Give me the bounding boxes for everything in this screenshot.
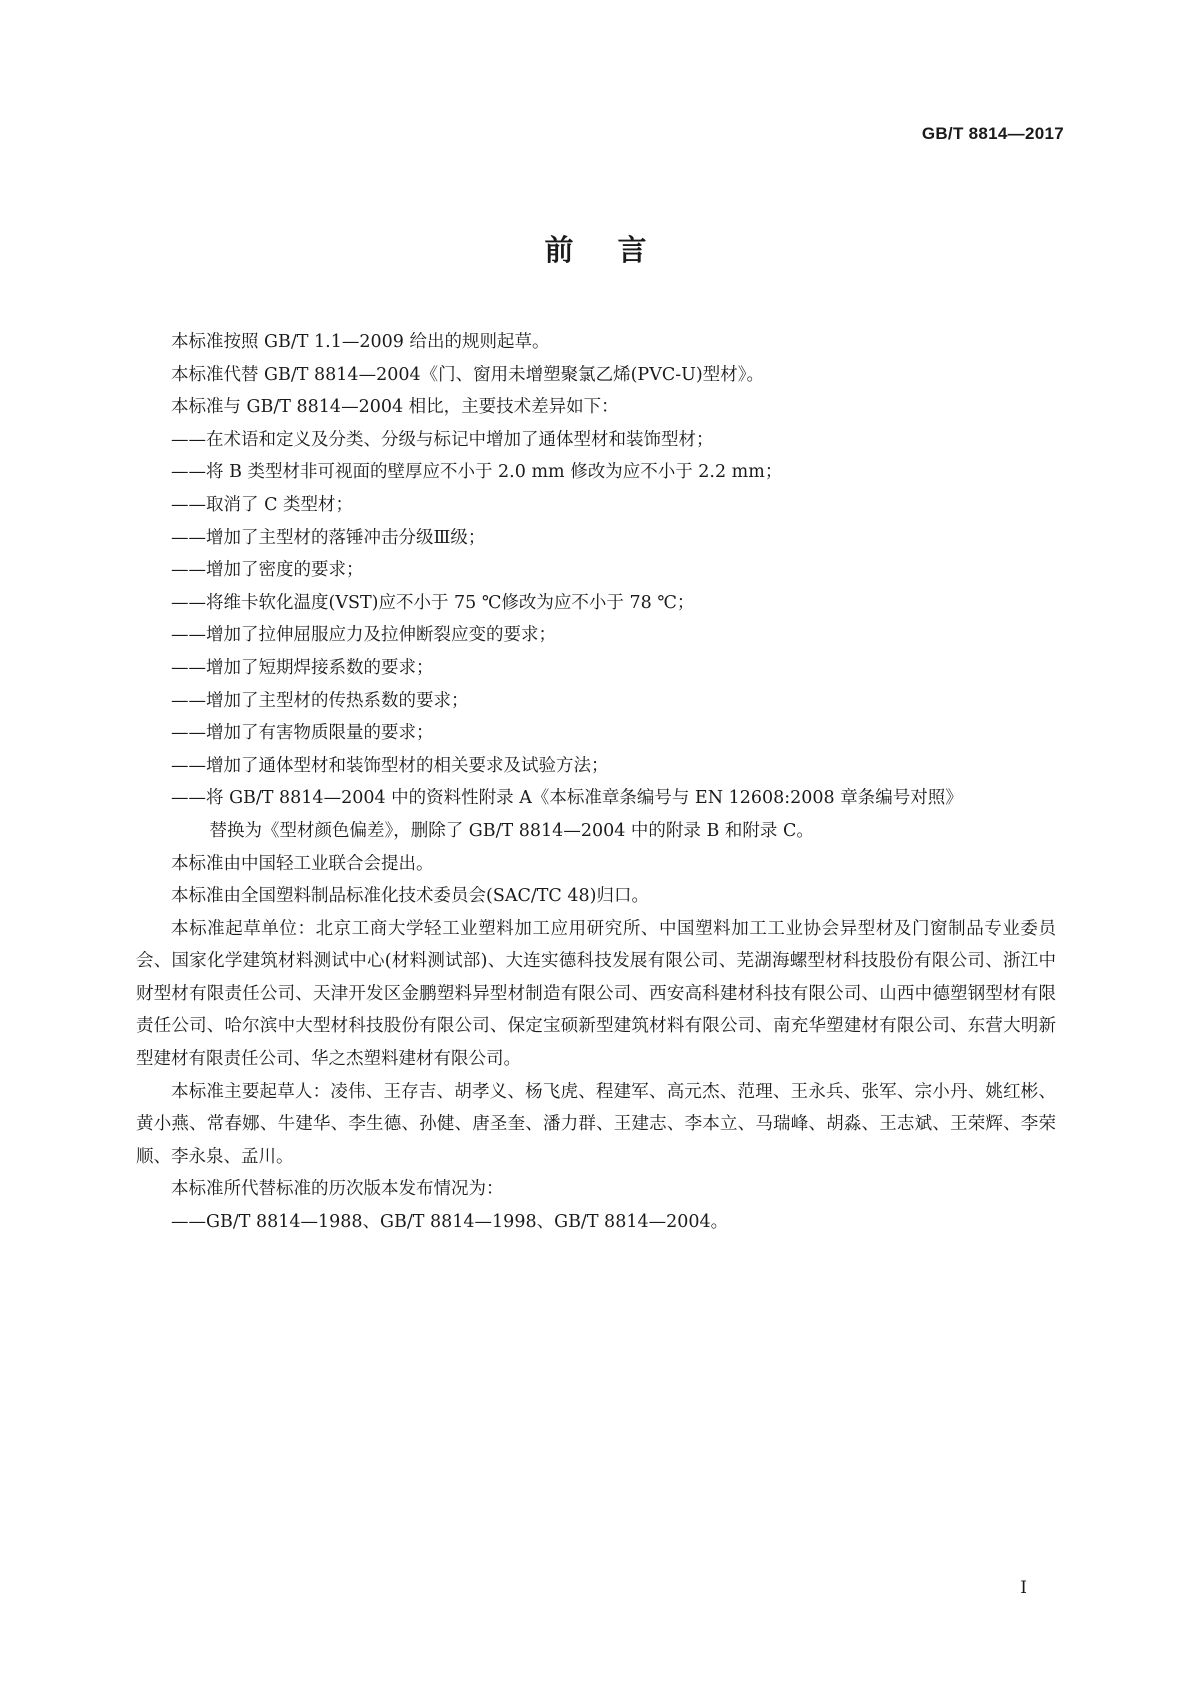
paragraph-drafting-rules: 本标准按照 GB/T 1.1—2009 给出的规则起草。 [171,332,550,352]
history-item: ——GB/T 8814—1988、GB/T 8814—1998、GB/T 8814—2004。 [171,1212,729,1233]
changes-list [136,424,1056,848]
list-item-line-2: 替换为《型材颜色偏差》，删除了 GB/T 8814—2004 中的附录 B 和附录 C。 [209,820,814,841]
list-item-line-1: ——将 GB/T 8814—2004 中的资料性附录 A《本标准章条编号与 EN 12608:2008 章条编号对照》 [171,788,963,809]
list-item: ——增加了有害物质限量的要求； [171,723,434,744]
list-item: ——取消了 C 类型材； [171,494,354,515]
paragraph-replaces: 本标准代替 GB/T 8814—2004《门、窗用未增塑聚氯乙烯(PVC-U)型材》。 [171,364,764,385]
page-number: I [1020,1578,1027,1598]
paragraph-drafters: 本标准主要起草人：凌伟、王存吉、胡孝义、杨飞虎、程建军、高元杰、范理、王永兵、张军、宗小丹、姚红彬、黄小燕、常春娜、牛建华、李生德、孙健、唐圣奎、潘力群、王建志、李本立、马瑞峰、胡淼、王志斌、王荣辉、李荣顺、李永泉、孟川。 [136,1081,1056,1167]
list-item: ——将 B 类型材非可视面的壁厚应不小于 2.0 mm 修改为应不小于 2.2 mm； [171,462,783,483]
standard-code: GB/T 8814—2017 [921,124,1064,143]
list-item: ——增加了密度的要求； [171,560,364,581]
paragraph-history-intro: 本标准所代替标准的历次版本发布情况为： [171,1179,504,1200]
list-item: ——增加了主型材的传热系数的要求； [171,690,469,711]
list-item: ——增加了通体型材和装饰型材的相关要求及试验方法； [171,755,609,776]
list-item-annex-replacement [136,782,1056,847]
list-item: ——增加了拉伸屈服应力及拉伸断裂应变的要求； [171,625,556,646]
paragraph-managed-by: 本标准由全国塑料制品标准化技术委员会(SAC/TC 48)归口。 [171,886,649,907]
paragraph-differences-intro: 本标准与 GB/T 8814—2004 相比，主要技术差异如下： [171,397,619,418]
list-item: ——将维卡软化温度(VST)应不小于 75 ℃修改为应不小于 78 ℃； [171,592,695,613]
list-item: ——增加了短期焊接系数的要求； [171,657,434,678]
list-item: ——增加了主型材的落锤冲击分级Ⅲ级； [171,527,486,548]
list-item: ——在术语和定义及分类、分级与标记中增加了通体型材和装饰型材； [171,429,714,450]
paragraph-drafting-units: 本标准起草单位：北京工商大学轻工业塑料加工应用研究所、中国塑料加工工业协会异型材及门窗制品专业委员会、国家化学建筑材料测试中心(材料测试部)、大连实德科技发展有限公司、芜湖海螺型材科技股份有限公司、浙江中财型材有限责任公司、天津开发区金鹏塑料异型材制造有限公司、西安高科建材科技有限公司、山西中德塑钢型材有限责任公司、哈尔滨中大型材科技股份有限公司、保定宝硕新型建筑材料有限公司、南充华塑建材有限公司、东营大明新型建材有限责任公司、华之杰塑料建材有限公司。 [136,918,1056,1070]
foreword-body [136,326,1056,1239]
page-title: 前言 [544,233,691,267]
paragraph-proposed-by: 本标准由中国轻工业联合会提出。 [171,853,434,874]
